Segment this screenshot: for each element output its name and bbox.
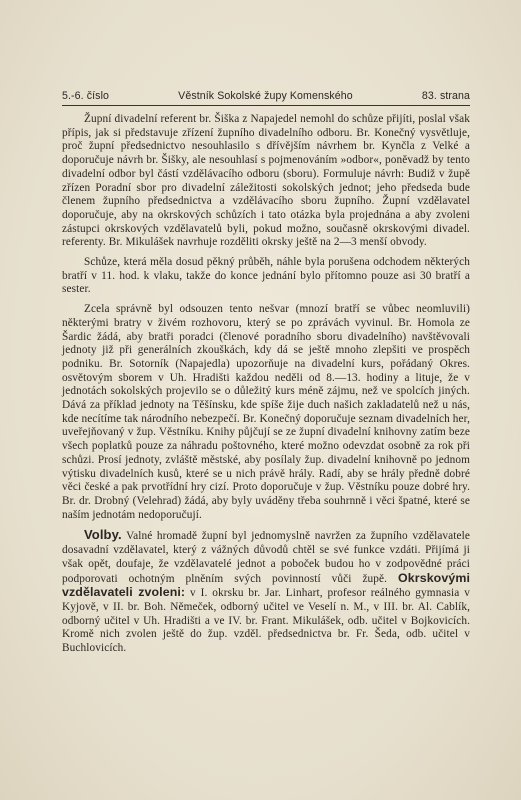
header-rule — [62, 105, 470, 106]
volby-text-1: Valné hromadě župní byl jednomyslně navržen za župního vzdělavatele dosavadní vzdělavatel, který z vážných důvodů chtěl se své funkce vzdáti. Přijímá ji však opět, doufaje, že vzdělavatelé jednot a poboček budou ho v zodpovědné práci podporovati ochotným plněním svých povinností vůči župě. — [62, 530, 470, 585]
okrskovi-vzdelavatele-heading: Okrskovými vzdělavateli zvoleni: — [62, 570, 470, 600]
volby-heading: Volby. — [84, 527, 122, 543]
page-number: 83. strana — [421, 90, 470, 102]
paragraph-odchod: Schůze, která měla dosud pěkný průběh, náhle byla porušena odchodem některých bratří v 11. hod. k vlaku, takže do konce jednání bylo přítomno pouze asi 30 bratří a sester. — [62, 256, 470, 296]
paragraph-volby — [62, 528, 470, 655]
paragraph-rozhovor: Zcela správně byl odsouzen tento nešvar (mnozí bratří se vůbec neomluvili) některými bratry v živém rozhovoru, který se po zprávách vyvinul. Br. Homola ze Šardic žádá, aby bratři poradci (členové poradního sboru divadelního) navštěvovali jednoty již při generálních zkouškách, kdy dá se ještě mnoho zlepšiti ve prospěch podniku. Br. Sotorník (Napajedla) upozorňuje na divadelní kurs, pořádaný Okres. osvětovým sborem v Uh. Hradišti každou neděli od 8.—13. hodiny a lituje, že v jednotách sokolských projevilo se o důležitý kurs méně zájmu, než ve spolcích jiných. Dává za příklad jednoty na Těšínsku, kde spíše žije duch našich zakladatelů než u nás, kde necítíme tak národního nebezpečí. Br. Konečný doporučuje seznam divadelních her, uveřejňovaný v žup. Věstníku. Knihy půjčují se ze župní divadelní knihovny zatím beze všech poplatků pouze za náhradu poštovného, které možno odevzdat osobně za rok při schůzi. Prosí jednoty, zvláště městské, aby posílaly žup. divadelní knihovně po jednom výtisku divadelních kusů, které se u nich právě hrály. Radí, aby se hrály předně dobré věci české a pak prvotřídní hry cizí. Proto doporučuje v žup. Věstníku pouze dobré hry. Br. dr. Drobný (Velehrad) žádá, aby byly uváděny třeba souhrnně i věci špatné, které se naším jednotám nedoporučují. — [62, 303, 470, 521]
article-body — [62, 113, 470, 656]
volby-text-2: v I. okrsku br. Jar. Linhart, profesor reálného gymnasia v Kyjově, v II. br. Boh. Němeček, odborný učitel ve Veselí n. M., v III. br. Al. Cablík, odborný učitel v Uh. Hradišti a ve IV. br. Frant. Mikulášek, odb. učitel v Bojkovicích. Kromě nich zvolen ještě do žup. vzděl. předsednictva br. Fr. Šeda, odb. učitel v Buchlovicích. — [62, 587, 470, 655]
issue-number: 5.-6. číslo — [62, 90, 110, 102]
journal-title: Věstník Sokolské župy Komenského — [178, 90, 353, 102]
paragraph-divadelni-odbor: Župní divadelní referent br. Šiška z Napajedel nemohl do schůze přijíti, poslal však přípis, jak si představuje zřízení župního divadelního odboru. Br. Konečný vysvětluje, proč župní předsednictvo nesouhlasilo s dřívějším návrhem br. Kynčla z Velké a doporučuje návrh br. Šišky, ale nesouhlasí s pojmenováním »odbor«, poněvadž by tento divadelní odbor byl částí vzdělávacího odboru (sboru). Formuluje návrh: Budiž v župě zřízen Poradní sbor pro divadelní záležitosti sokolských jednot; jeho předseda bude členem župního předsednictva a vzdělávacího sboru župního. Župní vzdělavatel doporučuje, aby na okrskových schůzích i tato otázka byla projednána a aby zvoleni zástupci okrskových vzdělavatelů byli, pokud možno, současně okrskovými divadel. referenty. Br. Mikulášek navrhuje rozděliti okrsky ještě na 2—3 menší obvody. — [62, 113, 470, 249]
running-header — [62, 90, 470, 102]
